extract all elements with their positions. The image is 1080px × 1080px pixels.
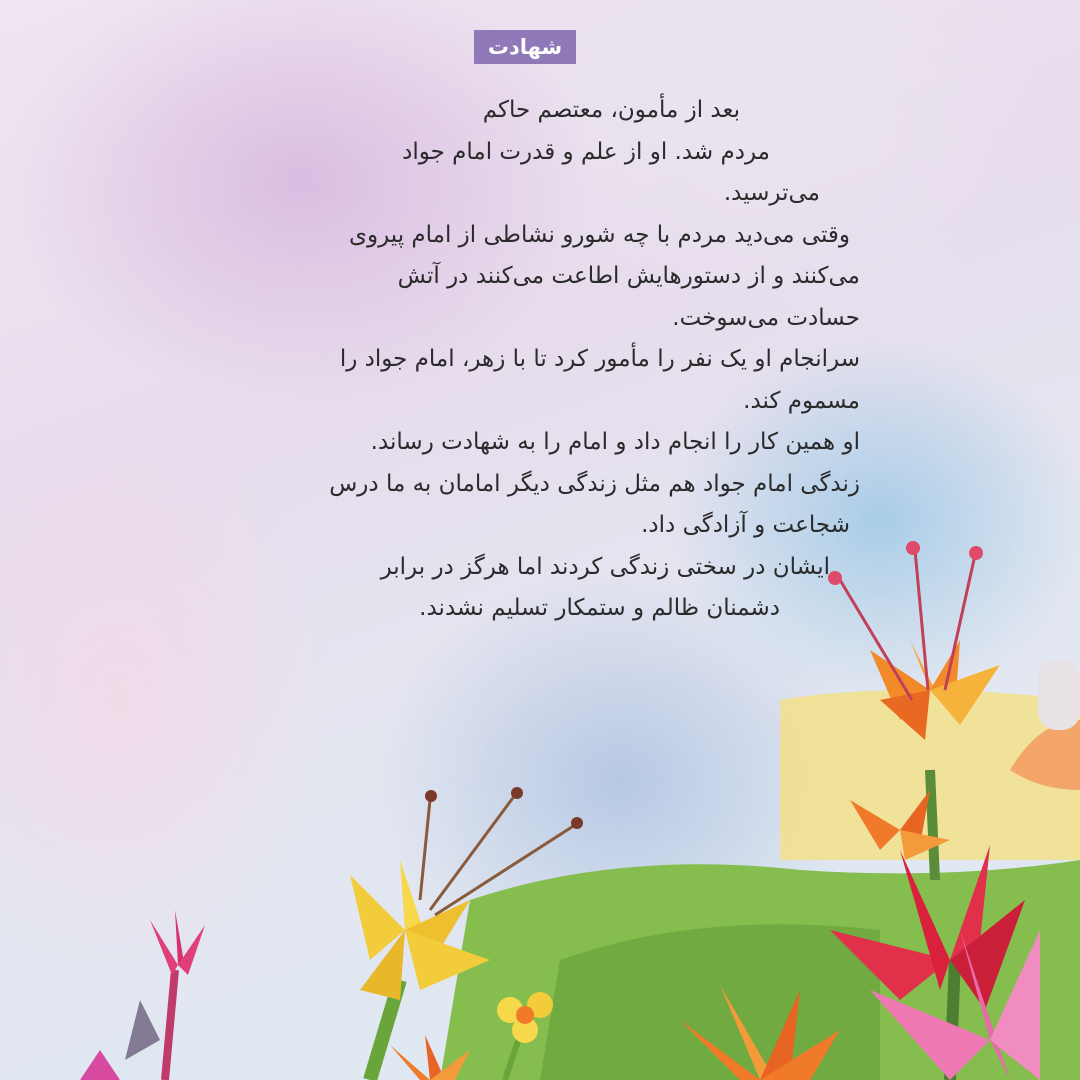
text-line: حسادت می‌سوخت. bbox=[672, 304, 860, 331]
text-line: می‌کنند و از دستورهایش اطاعت می‌کنند در آتش bbox=[397, 263, 860, 289]
text-line: می‌ترسید. bbox=[723, 180, 820, 206]
text-line: او همین کار را انجام داد و امام را به شهادت رساند. bbox=[370, 429, 860, 455]
text-line: سرانجام او یک نفر را مأمور کرد تا با زهر، امام جواد را bbox=[339, 346, 860, 372]
text-line: وقتی می‌دید مردم با چه شورو نشاطی از امام پیروی bbox=[348, 221, 850, 248]
text-line: مردم شد. او از علم و قدرت امام جواد bbox=[402, 138, 770, 165]
text-line: مسموم کند. bbox=[743, 387, 860, 414]
pink-flower-left bbox=[80, 910, 205, 1080]
text-line: شجاعت و آزادگی داد. bbox=[641, 512, 850, 538]
text-line: بعد از مأمون، معتصم حاکم bbox=[482, 97, 740, 123]
page-title: شهادت bbox=[474, 30, 576, 64]
story-text bbox=[190, 90, 890, 630]
figure-sleeve bbox=[1038, 660, 1080, 730]
text-line: زندگی امام جواد هم مثل زندگی دیگر امامان به ما درس bbox=[329, 470, 860, 497]
text-line: ایشان در سختی زندگی کردند اما هرگز در برابر bbox=[380, 553, 830, 580]
text-line: دشمنان ظالم و ستمکار تسلیم نشدند. bbox=[419, 595, 780, 621]
